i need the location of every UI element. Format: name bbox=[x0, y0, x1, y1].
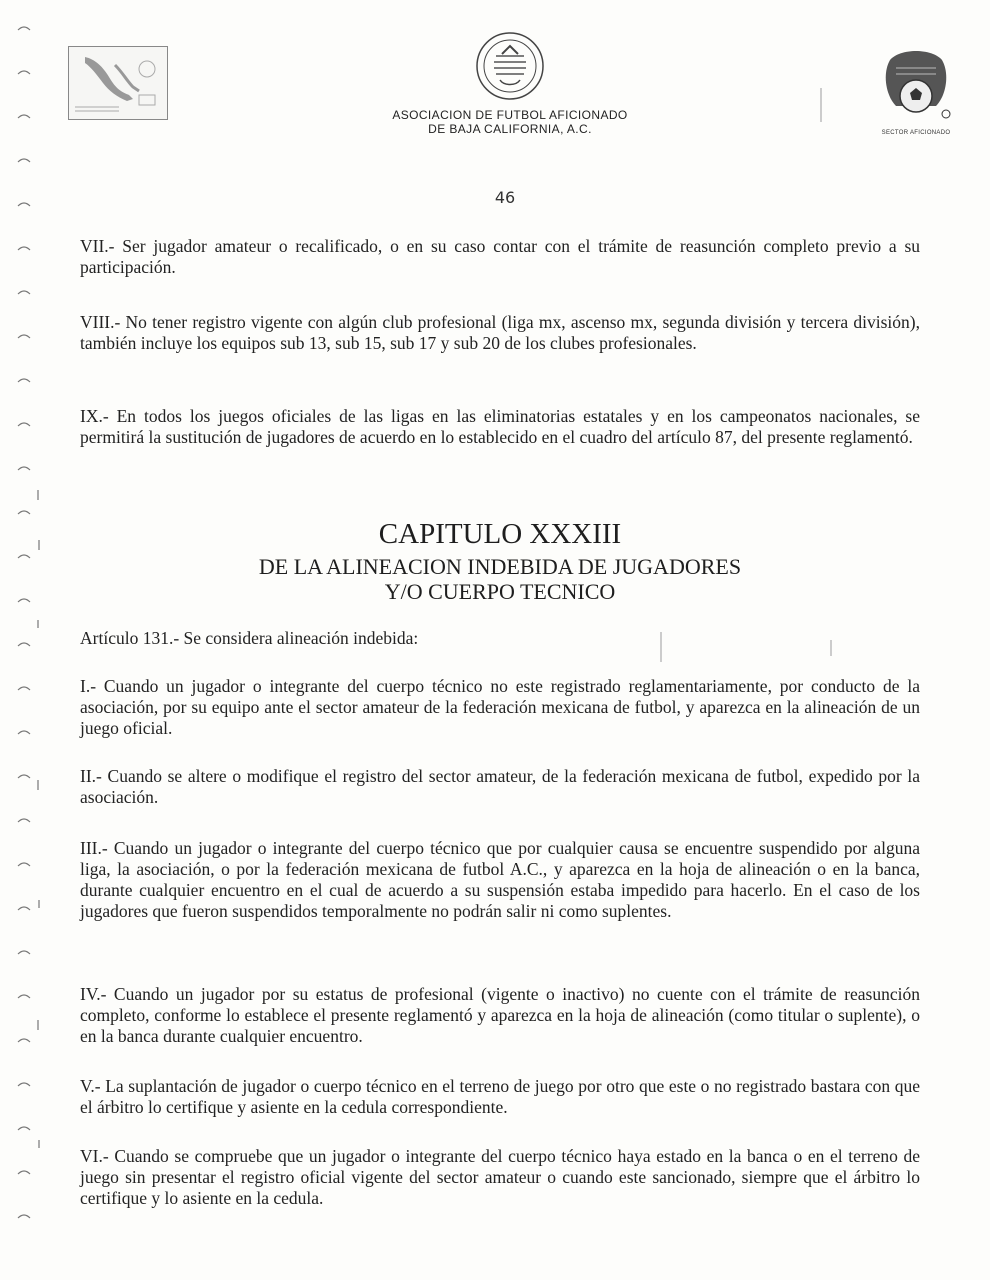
federation-crest-icon bbox=[876, 44, 956, 124]
paragraph-vii bbox=[80, 236, 920, 278]
paragraph-ix bbox=[80, 406, 920, 448]
paragraph-lead: III.- bbox=[80, 838, 108, 858]
chapter-subtitle-line-1: DE LA ALINEACION INDEBIDA DE JUGADORES bbox=[258, 554, 742, 579]
paragraph-lead: V.- bbox=[80, 1076, 101, 1096]
paragraph-lead: II.- bbox=[80, 766, 102, 786]
chapter-subtitle-line-2: Y/O CUERPO TECNICO bbox=[384, 579, 616, 604]
paragraph-i bbox=[80, 676, 920, 739]
paragraph-text: No tener registro vigente con algún club profesional (liga mx, ascenso mx, segunda división y tercera división), también incluye los equipos sub 13, sub 15, sub 17 y sub 20 de los clubes profesionales. bbox=[80, 312, 920, 353]
paragraph-lead: VI.- bbox=[80, 1146, 109, 1166]
paragraph-lead: I.- bbox=[80, 676, 97, 696]
paragraph-iv bbox=[80, 984, 920, 1047]
paragraph-text: Cuando un jugador o integrante del cuerpo técnico que por cualquier causa se encuentre suspendido por alguna liga, la asociación, o por la federación mexicana de futbol A.C., y aparezca en la hoja de alineación o en la banca, durante cualquier encuentro en el cual de acuerdo a su suspensión estaba impedido para hacerlo. En el caso de los jugadores que fueron suspendidos temporalmente no podrán salir ni como suplentes. bbox=[80, 838, 920, 921]
paragraph-text: Ser jugador amateur o recalificado, o en su caso contar con el trámite de reasunción completo previo a su participación. bbox=[80, 236, 920, 277]
scan-smudge bbox=[660, 632, 662, 662]
article-label: Artículo 131.- bbox=[80, 628, 180, 648]
state-map-logo-icon bbox=[68, 46, 168, 120]
chapter-title: CAPITULO XXXIII bbox=[378, 518, 622, 550]
paragraph-lead: IV.- bbox=[80, 984, 107, 1004]
paragraph-viii bbox=[80, 312, 920, 354]
paragraph-v bbox=[80, 1076, 920, 1118]
paragraph-text: Cuando un jugador por su estatus de profesional (vigente o inactivo) no cuente con el trámite de reasunción completo, conforme lo establece el presente reglamentó y aparezca en la hoja de alineación (como titular o suplente), o en la banca durante cualquier encuentro. bbox=[80, 984, 920, 1046]
chapter-subtitle bbox=[180, 554, 820, 604]
paragraph-text: Cuando se altere o modifique el registro del sector amateur, de la federación mexicana de futbol, expedido por la asociación. bbox=[80, 766, 920, 807]
paragraph-text: Cuando un jugador o integrante del cuerpo técnico no este registrado reglamentariamente, por conducto de la asociación, por su equipo ante el sector amateur de la federación mexicana de futbol, y aparezca en la alineación de un juego oficial. bbox=[80, 676, 920, 738]
association-emblem-icon bbox=[474, 30, 546, 102]
paragraph-text: Cuando se compruebe que un jugador o integrante del cuerpo técnico haya estado en la banca o en el terreno de juego sin presentar el registro oficial vigente del sector amateur o cuando este sancionado, siempre que el árbitro lo certifique y lo asiente en la cedula. bbox=[80, 1146, 920, 1208]
paragraph-text: En todos los juegos oficiales de las ligas en las eliminatorias estatales y en los campeonatos nacionales, se permitirá la sustitución de jugadores de acuerdo en lo establecido en el cuadro del artículo 87, del presente reglamentó. bbox=[80, 406, 920, 447]
right-logo-caption: SECTOR AFICIONADO bbox=[881, 130, 951, 136]
page-number: 46 bbox=[494, 188, 516, 207]
paragraph-text: La suplantación de jugador o cuerpo técnico en el terreno de juego por otro que este o no registrado bastara con que el árbitro lo certifique y asiente en la cedula correspondiente. bbox=[80, 1076, 920, 1117]
organization-line-1: ASOCIACION DE FUTBOL AFICIONADO bbox=[392, 108, 628, 122]
organization-line-2: DE BAJA CALIFORNIA, A.C. bbox=[428, 122, 592, 136]
scan-smudge bbox=[820, 88, 822, 122]
paragraph-lead: VIII.- bbox=[80, 312, 121, 332]
article-intro bbox=[80, 628, 680, 649]
paragraph-lead: IX.- bbox=[80, 406, 109, 426]
paragraph-lead: VII.- bbox=[80, 236, 115, 256]
organization-name bbox=[360, 108, 660, 136]
paragraph-vi bbox=[80, 1146, 920, 1209]
binding-marks bbox=[8, 20, 48, 1250]
paragraph-iii bbox=[80, 838, 920, 922]
scan-smudge bbox=[830, 640, 832, 656]
paragraph-ii bbox=[80, 766, 920, 808]
article-intro-text: Se considera alineación indebida: bbox=[179, 628, 419, 648]
